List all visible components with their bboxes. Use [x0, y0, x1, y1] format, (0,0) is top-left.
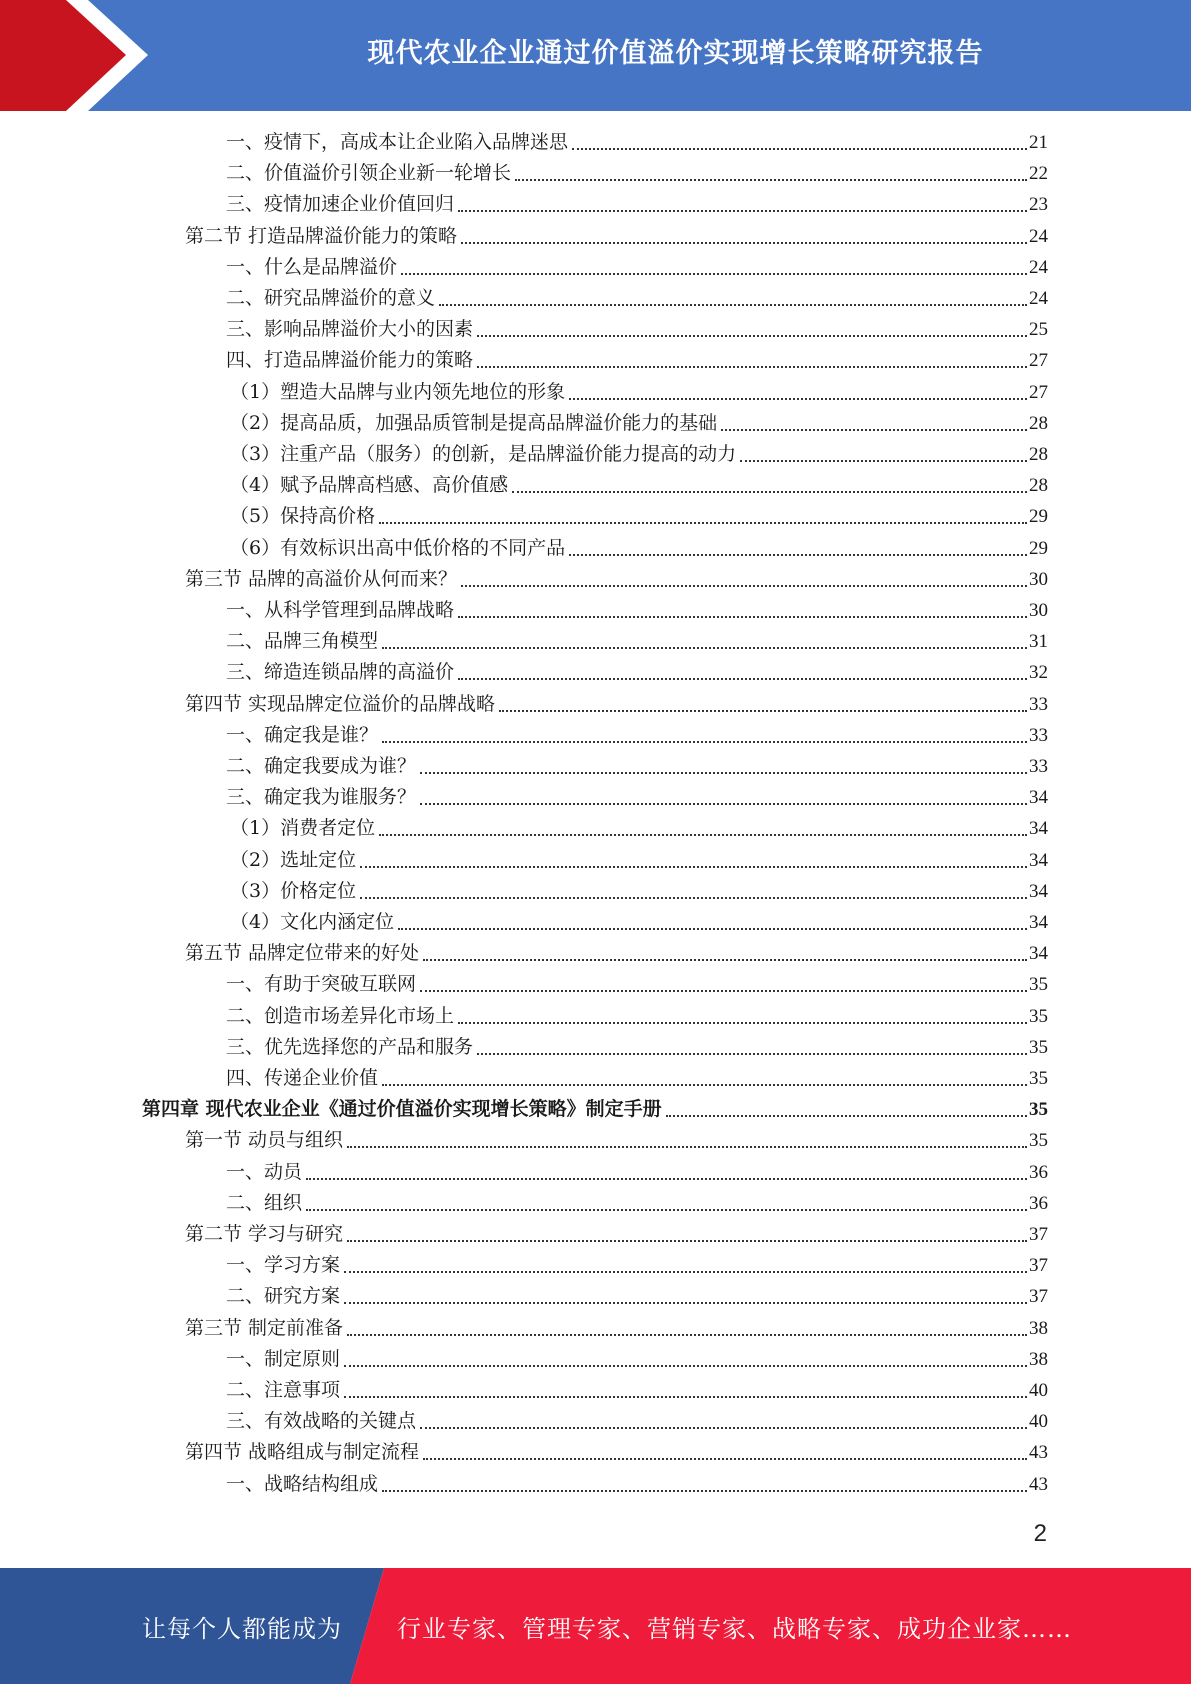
toc-leader-dots — [420, 1427, 1027, 1429]
toc-entry-page: 35 — [1029, 1037, 1048, 1058]
toc-entry-page: 37 — [1029, 1224, 1048, 1245]
toc-entry-section[interactable] — [185, 1125, 1048, 1156]
toc-entry-item[interactable] — [226, 1188, 1048, 1219]
toc-entry-page: 35 — [1029, 1099, 1048, 1120]
toc-entry-label: （3）注重产品（服务）的创新，是品牌溢价能力提高的动力 — [230, 443, 737, 465]
toc-entry-page: 24 — [1029, 226, 1048, 247]
toc-leader-dots — [740, 460, 1027, 462]
toc-entry-label: （2）选址定位 — [230, 849, 357, 871]
toc-entry-page: 28 — [1029, 444, 1048, 465]
toc-entry-label: 二、价值溢价引领企业新一轮增长 — [226, 162, 512, 184]
toc-entry-page: 34 — [1029, 881, 1048, 902]
toc-leader-dots — [360, 897, 1027, 899]
toc-entry-label: 三、优先选择您的产品和服务 — [226, 1036, 474, 1058]
toc-leader-dots — [379, 522, 1027, 524]
toc-leader-dots — [420, 772, 1027, 774]
toc-entry-item[interactable] — [226, 345, 1048, 376]
toc-entry-label: 第一节 动员与组织 — [185, 1129, 344, 1151]
toc-leader-dots — [382, 647, 1027, 649]
toc-entry-sub[interactable] — [230, 876, 1048, 907]
toc-entry-page: 23 — [1029, 194, 1048, 215]
toc-entry-page: 22 — [1029, 163, 1048, 184]
toc-leader-dots — [360, 866, 1027, 868]
toc-leader-dots — [347, 1240, 1027, 1242]
toc-leader-dots — [439, 304, 1027, 306]
toc-entry-label: 二、研究方案 — [226, 1285, 341, 1307]
toc-entry-page: 33 — [1029, 725, 1048, 746]
toc-entry-page: 32 — [1029, 662, 1048, 683]
toc-entry-page: 29 — [1029, 506, 1048, 527]
toc-entry-item[interactable] — [226, 1406, 1048, 1437]
toc-entry-page: 36 — [1029, 1162, 1048, 1183]
toc-entry-item[interactable] — [226, 595, 1048, 626]
toc-leader-dots — [423, 1458, 1027, 1460]
toc-leader-dots — [477, 335, 1027, 337]
toc-entry-section[interactable] — [185, 1313, 1048, 1344]
toc-entry-page: 37 — [1029, 1255, 1048, 1276]
toc-entry-label: 二、品牌三角模型 — [226, 630, 379, 652]
toc-entry-sub[interactable] — [230, 907, 1048, 938]
toc-entry-page: 38 — [1029, 1349, 1048, 1370]
toc-entry-page: 30 — [1029, 569, 1048, 590]
toc-entry-label: 第五节 品牌定位带来的好处 — [185, 942, 420, 964]
toc-entry-page: 33 — [1029, 756, 1048, 777]
toc-leader-dots — [477, 366, 1027, 368]
toc-entry-page: 40 — [1029, 1411, 1048, 1432]
toc-entry-page: 35 — [1029, 1130, 1048, 1151]
toc-leader-dots — [458, 616, 1027, 618]
toc-leader-dots — [461, 242, 1027, 244]
toc-entry-section[interactable] — [185, 221, 1048, 252]
toc-entry-page: 27 — [1029, 382, 1048, 403]
toc-entry-item[interactable] — [226, 720, 1048, 751]
toc-entry-section[interactable] — [185, 689, 1048, 720]
toc-leader-dots — [401, 273, 1027, 275]
toc-entry-page: 30 — [1029, 600, 1048, 621]
toc-entry-page: 33 — [1029, 694, 1048, 715]
header-band — [0, 0, 1191, 111]
toc-entry-sub[interactable] — [230, 845, 1048, 876]
footer-band — [0, 1568, 1191, 1684]
toc-entry-section[interactable] — [185, 1437, 1048, 1468]
toc-entry-page: 34 — [1029, 943, 1048, 964]
toc-entry-label: 二、注意事项 — [226, 1379, 341, 1401]
toc-leader-dots — [569, 554, 1027, 556]
toc-entry-label: （3）价格定位 — [230, 880, 357, 902]
footer-slogan-right: 行业专家、管理专家、营销专家、战略专家、成功企业家…… — [397, 1614, 1072, 1643]
toc-entry-page: 40 — [1029, 1380, 1048, 1401]
toc-leader-dots — [344, 1271, 1027, 1273]
toc-entry-label: 第二节 学习与研究 — [185, 1223, 344, 1245]
toc-entry-page: 35 — [1029, 974, 1048, 995]
toc-leader-dots — [458, 1022, 1027, 1024]
toc-leader-dots — [666, 1115, 1027, 1117]
toc-entry-section[interactable] — [185, 564, 1048, 595]
toc-entry-label: 一、有助于突破互联网 — [226, 973, 417, 995]
toc-entry-sub[interactable] — [230, 408, 1048, 439]
toc-leader-dots — [347, 1146, 1027, 1148]
toc-entry-label: 一、战略结构组成 — [226, 1473, 379, 1495]
toc-leader-dots — [423, 959, 1027, 961]
toc-entry-label: （2）提高品质，加强品质管制是提高品牌溢价能力的基础 — [230, 412, 718, 434]
toc-entry-label: 四、传递企业价值 — [226, 1067, 379, 1089]
toc-entry-label: （4）文化内涵定位 — [230, 911, 395, 933]
toc-entry-item[interactable] — [226, 1469, 1048, 1500]
toc-entry-item[interactable] — [226, 1032, 1048, 1063]
toc-entry-page: 37 — [1029, 1286, 1048, 1307]
toc-leader-dots — [420, 990, 1027, 992]
toc-entry-label: 第三节 品牌的高溢价从何而来？ — [185, 568, 458, 590]
footer-slogan-left: 让每个人都能成为 — [142, 1614, 342, 1643]
toc-entry-item[interactable] — [226, 1250, 1048, 1281]
toc-entry-label: 一、学习方案 — [226, 1254, 341, 1276]
toc-leader-dots — [379, 834, 1027, 836]
toc-entry-label: 二、确定我要成为谁？ — [226, 755, 417, 777]
toc-leader-dots — [306, 1209, 1027, 1211]
toc-entry-sub[interactable] — [230, 501, 1048, 532]
toc-entry-label: 三、缔造连锁品牌的高溢价 — [226, 661, 455, 683]
toc-entry-sub[interactable] — [230, 533, 1048, 564]
toc-entry-label: 一、确定我是谁？ — [226, 724, 379, 746]
toc-entry-page: 31 — [1029, 631, 1048, 652]
document-title: 现代农业企业通过价值溢价实现增长策略研究报告 — [367, 37, 984, 69]
toc-entry-label: （1）塑造大品牌与业内领先地位的形象 — [230, 381, 566, 403]
toc-entry-section[interactable] — [185, 1219, 1048, 1250]
toc-entry-page: 25 — [1029, 319, 1048, 340]
toc-entry-page: 34 — [1029, 912, 1048, 933]
toc-entry-label: 三、确定我为谁服务？ — [226, 786, 417, 808]
toc-entry-label: 一、动员 — [226, 1161, 303, 1183]
toc-entry-page: 36 — [1029, 1193, 1048, 1214]
toc-entry-label: 三、影响品牌溢价大小的因素 — [226, 318, 474, 340]
toc-entry-label: 二、创造市场差异化市场上 — [226, 1005, 455, 1027]
toc-entry-item[interactable] — [226, 969, 1048, 1000]
toc-entry-label: 一、什么是品牌溢价 — [226, 256, 398, 278]
toc-leader-dots — [721, 429, 1027, 431]
toc-leader-dots — [569, 398, 1027, 400]
page-number: 2 — [1033, 1520, 1047, 1547]
toc-entry-item[interactable] — [226, 189, 1048, 220]
toc-leader-dots — [499, 710, 1027, 712]
toc-entry-sub[interactable] — [230, 439, 1048, 470]
toc-entry-item[interactable] — [226, 657, 1048, 688]
toc-entry-item[interactable] — [226, 1001, 1048, 1032]
toc-entry-item[interactable] — [226, 1344, 1048, 1375]
toc-entry-page: 35 — [1029, 1006, 1048, 1027]
toc-leader-dots — [306, 1178, 1027, 1180]
toc-entry-label: 一、从科学管理到品牌战略 — [226, 599, 455, 621]
toc-entry-item[interactable] — [226, 1063, 1048, 1094]
toc-entry-item[interactable] — [226, 127, 1048, 158]
toc-leader-dots — [382, 1084, 1027, 1086]
toc-leader-dots — [477, 1053, 1027, 1055]
toc-entry-sub[interactable] — [230, 813, 1048, 844]
toc-leader-dots — [420, 803, 1027, 805]
toc-entry-page: 29 — [1029, 538, 1048, 559]
toc-entry-item[interactable] — [226, 314, 1048, 345]
toc-leader-dots — [515, 179, 1027, 181]
toc-leader-dots — [458, 210, 1027, 212]
toc-entry-page: 43 — [1029, 1442, 1048, 1463]
toc-entry-page: 24 — [1029, 288, 1048, 309]
toc-entry-page: 34 — [1029, 850, 1048, 871]
toc-leader-dots — [382, 1490, 1027, 1492]
toc-entry-label: 第四节 实现品牌定位溢价的品牌战略 — [185, 693, 496, 715]
toc-entry-label: 第四章 现代农业企业《通过价值溢价实现增长策略》制定手册 — [142, 1098, 662, 1120]
toc-entry-page: 27 — [1029, 350, 1048, 371]
toc-entry-label: 一、制定原则 — [226, 1348, 341, 1370]
toc-entry-sub[interactable] — [230, 470, 1048, 501]
toc-entry-chapter[interactable] — [142, 1094, 1048, 1125]
toc-entry-item[interactable] — [226, 1375, 1048, 1406]
toc-entry-label: 一、疫情下，高成本让企业陷入品牌迷思 — [226, 131, 569, 153]
toc-leader-dots — [398, 928, 1027, 930]
toc-entry-page: 43 — [1029, 1474, 1048, 1495]
toc-entry-label: 三、有效战略的关键点 — [226, 1410, 417, 1432]
toc-entry-page: 34 — [1029, 787, 1048, 808]
toc-entry-label: 三、疫情加速企业价值回归 — [226, 193, 455, 215]
toc-entry-label: （4）赋予品牌高档感、高价值感 — [230, 474, 509, 496]
toc-entry-item[interactable] — [226, 1157, 1048, 1188]
toc-entry-page: 24 — [1029, 257, 1048, 278]
toc-leader-dots — [512, 491, 1027, 493]
toc-leader-dots — [572, 148, 1027, 150]
toc-leader-dots — [347, 1334, 1027, 1336]
toc-entry-item[interactable] — [226, 283, 1048, 314]
toc-entry-label: 第四节 战略组成与制定流程 — [185, 1441, 420, 1463]
toc-entry-item[interactable] — [226, 1281, 1048, 1312]
toc-entry-item[interactable] — [226, 158, 1048, 189]
toc-entry-page: 38 — [1029, 1318, 1048, 1339]
toc-leader-dots — [344, 1302, 1027, 1304]
toc-leader-dots — [461, 585, 1027, 587]
toc-entry-page: 34 — [1029, 818, 1048, 839]
toc-entry-label: （6）有效标识出高中低价格的不同产品 — [230, 537, 566, 559]
toc-entry-item[interactable] — [226, 252, 1048, 283]
toc-entry-item[interactable] — [226, 626, 1048, 657]
toc-entry-label: 二、组织 — [226, 1192, 303, 1214]
toc-entry-page: 28 — [1029, 475, 1048, 496]
toc-entry-page: 28 — [1029, 413, 1048, 434]
toc-entry-page: 21 — [1029, 132, 1048, 153]
toc-entry-label: （1）消费者定位 — [230, 817, 376, 839]
toc-entry-item[interactable] — [226, 782, 1048, 813]
toc-entry-page: 35 — [1029, 1068, 1048, 1089]
toc-leader-dots — [458, 678, 1027, 680]
toc-entry-label: （5）保持高价格 — [230, 505, 376, 527]
toc-entry-label: 二、研究品牌溢价的意义 — [226, 287, 436, 309]
toc-leader-dots — [344, 1365, 1027, 1367]
toc-entry-section[interactable] — [185, 938, 1048, 969]
toc-entry-label: 四、打造品牌溢价能力的策略 — [226, 349, 474, 371]
toc-entry-item[interactable] — [226, 751, 1048, 782]
toc-leader-dots — [344, 1396, 1027, 1398]
toc-entry-sub[interactable] — [230, 377, 1048, 408]
toc-entry-label: 第二节 打造品牌溢价能力的策略 — [185, 225, 458, 247]
toc-entry-label: 第三节 制定前准备 — [185, 1317, 344, 1339]
toc-leader-dots — [382, 741, 1027, 743]
